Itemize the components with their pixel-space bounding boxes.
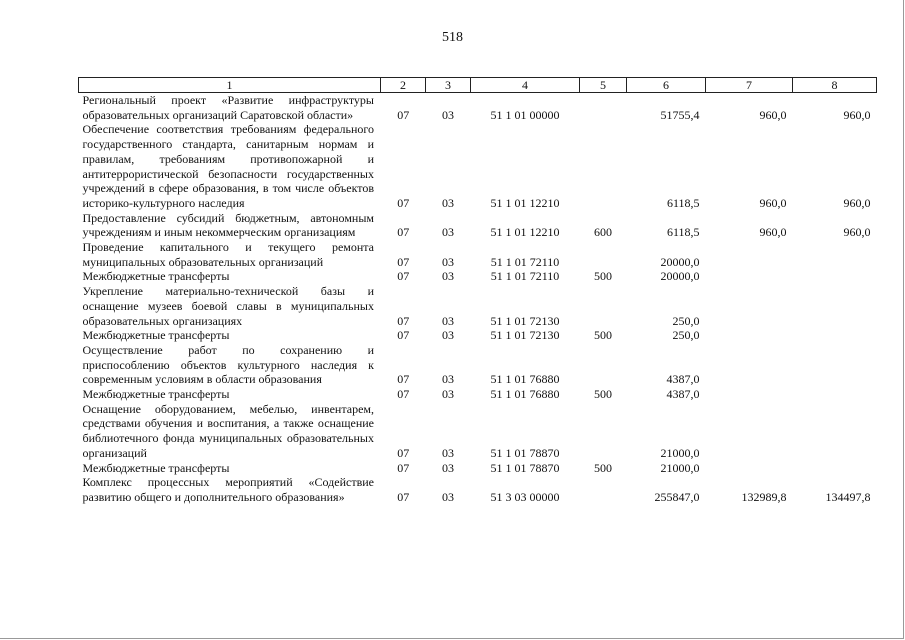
table-row <box>79 343 877 387</box>
cell-subsection: 03 <box>442 372 454 387</box>
row-name: Региональный проект «Развитие инфраструктуры образовательных организаций Саратовской области» <box>79 93 381 123</box>
cell-amount-1: 21000,0 <box>660 445 700 460</box>
cell-amount-1: 20000,0 <box>660 254 700 269</box>
row-name: Оснащение оборудованием, мебелью, инвентарем, средствами обучения и воспитания, а также оснащение библиотечного фонда муниципальных образовательных организаций <box>79 402 381 461</box>
cell-expense-type <box>580 402 627 461</box>
cell-target-code: 51 1 01 72130 <box>490 313 560 328</box>
cell-amount-3 <box>793 269 877 284</box>
cell-amount-1: 4387,0 <box>666 387 700 402</box>
row-name: Обеспечение соответствия требованиям федерального государственного стандарта, санитарным нормам и правилам, требованиям противопожарной и антитеррористической безопасности государственных учреждений в сфере образования, в том числе объектов историко-культурного наследия <box>79 122 381 210</box>
row-name: Проведение капитального и текущего ремонта муниципальных образовательных организаций <box>79 240 381 269</box>
table-row <box>79 269 877 284</box>
row-name: Укрепление материально-технической базы и оснащение музеев боевой славы в муниципальных образовательных организациях <box>79 284 381 328</box>
cell-amount-3 <box>793 240 877 269</box>
cell-subsection: 03 <box>442 445 454 460</box>
cell-amount-1: 250,0 <box>672 328 700 343</box>
cell-amount-2: 132989,8 <box>741 489 787 504</box>
cell-subsection: 03 <box>442 254 454 269</box>
cell-subsection: 03 <box>442 313 454 328</box>
cell-amount-2 <box>706 328 793 343</box>
cell-amount-1: 250,0 <box>672 313 700 328</box>
table-row <box>79 387 877 402</box>
cell-amount-3 <box>793 461 877 476</box>
cell-target-code: 51 1 01 72110 <box>490 254 560 269</box>
budget-table <box>78 77 877 505</box>
cell-section: 07 <box>397 107 410 122</box>
cell-amount-1: 6118,5 <box>666 195 700 210</box>
table-row <box>79 240 877 269</box>
cell-target-code: 51 1 01 78870 <box>490 460 560 475</box>
column-header: 6 <box>627 78 706 93</box>
cell-expense-type: 500 <box>594 460 612 475</box>
cell-target-code: 51 1 01 76880 <box>490 372 560 387</box>
column-header: 1 <box>79 78 381 93</box>
header-row <box>79 78 877 93</box>
cell-subsection: 03 <box>442 328 454 343</box>
cell-amount-3 <box>793 343 877 387</box>
row-name: Предоставление субсидий бюджетным, автономным учреждениям и иным некоммерческим организациям <box>79 211 381 240</box>
cell-amount-3: 134497,8 <box>825 489 871 504</box>
cell-amount-1: 4387,0 <box>666 372 700 387</box>
cell-amount-3 <box>793 328 877 343</box>
column-header: 7 <box>706 78 793 93</box>
cell-section: 07 <box>397 313 410 328</box>
column-header: 8 <box>793 78 877 93</box>
page-number: 518 <box>442 30 463 45</box>
column-header: 5 <box>580 78 627 93</box>
table-row <box>79 211 877 240</box>
cell-amount-2 <box>706 461 793 476</box>
row-name: Межбюджетные трансферты <box>79 328 381 343</box>
cell-target-code: 51 1 01 12210 <box>490 195 560 210</box>
row-name: Осуществление работ по сохранению и приспособлению объектов культурного наследия к современным условиям в области образования <box>79 343 381 387</box>
cell-amount-1: 51755,4 <box>660 107 700 122</box>
cell-section: 07 <box>397 372 410 387</box>
cell-section: 07 <box>397 328 410 343</box>
cell-subsection: 03 <box>442 489 454 504</box>
cell-expense-type <box>580 284 627 328</box>
cell-subsection: 03 <box>442 387 454 402</box>
cell-section: 07 <box>397 269 410 284</box>
cell-expense-type: 500 <box>594 387 612 402</box>
cell-target-code: 51 1 01 78870 <box>490 445 560 460</box>
cell-section: 07 <box>397 460 410 475</box>
row-name: Межбюджетные трансферты <box>79 269 381 284</box>
cell-section: 07 <box>397 225 410 240</box>
cell-expense-type <box>580 343 627 387</box>
cell-expense-type <box>580 122 627 210</box>
cell-expense-type <box>580 93 627 123</box>
row-name: Межбюджетные трансферты <box>79 387 381 402</box>
cell-expense-type <box>580 240 627 269</box>
table-row <box>79 402 877 461</box>
cell-amount-3 <box>793 284 877 328</box>
cell-target-code: 51 1 01 76880 <box>490 387 560 402</box>
cell-amount-3 <box>793 387 877 402</box>
table-row <box>79 284 877 328</box>
cell-amount-2 <box>706 402 793 461</box>
cell-section: 07 <box>397 387 410 402</box>
table-row <box>79 461 877 476</box>
cell-amount-1: 20000,0 <box>660 269 700 284</box>
cell-target-code: 51 1 01 12210 <box>490 225 560 240</box>
table-row <box>79 475 877 504</box>
cell-expense-type: 600 <box>594 225 612 240</box>
cell-amount-2 <box>706 387 793 402</box>
column-header: 4 <box>471 78 580 93</box>
cell-section: 07 <box>397 489 410 504</box>
cell-amount-2: 960,0 <box>759 107 787 122</box>
cell-amount-2 <box>706 240 793 269</box>
row-name: Комплекс процессных мероприятий «Содействие развитию общего и дополнительного образования» <box>79 475 381 504</box>
cell-target-code: 51 3 03 00000 <box>490 489 560 504</box>
cell-amount-3: 960,0 <box>843 225 871 240</box>
cell-expense-type <box>580 475 627 504</box>
cell-amount-1: 6118,5 <box>666 225 700 240</box>
cell-amount-2 <box>706 269 793 284</box>
cell-amount-2 <box>706 284 793 328</box>
cell-amount-2: 960,0 <box>759 225 787 240</box>
cell-target-code: 51 1 01 00000 <box>490 107 560 122</box>
cell-target-code: 51 1 01 72110 <box>490 269 560 284</box>
column-header: 3 <box>426 78 471 93</box>
cell-amount-2 <box>706 343 793 387</box>
cell-section: 07 <box>397 195 410 210</box>
cell-subsection: 03 <box>442 269 454 284</box>
cell-amount-1: 255847,0 <box>654 489 700 504</box>
cell-expense-type: 500 <box>594 328 612 343</box>
cell-subsection: 03 <box>442 460 454 475</box>
cell-expense-type: 500 <box>594 269 612 284</box>
cell-subsection: 03 <box>442 225 454 240</box>
row-name: Межбюджетные трансферты <box>79 461 381 476</box>
cell-target-code: 51 1 01 72130 <box>490 328 560 343</box>
cell-amount-1: 21000,0 <box>660 460 700 475</box>
cell-amount-3: 960,0 <box>843 107 871 122</box>
cell-section: 07 <box>397 445 410 460</box>
cell-amount-3 <box>793 402 877 461</box>
cell-amount-2: 960,0 <box>759 195 787 210</box>
table-row <box>79 122 877 210</box>
cell-subsection: 03 <box>442 195 454 210</box>
cell-amount-3: 960,0 <box>843 195 871 210</box>
cell-section: 07 <box>397 254 410 269</box>
table-row <box>79 93 877 123</box>
table-row <box>79 328 877 343</box>
column-header: 2 <box>381 78 426 93</box>
cell-subsection: 03 <box>442 107 454 122</box>
